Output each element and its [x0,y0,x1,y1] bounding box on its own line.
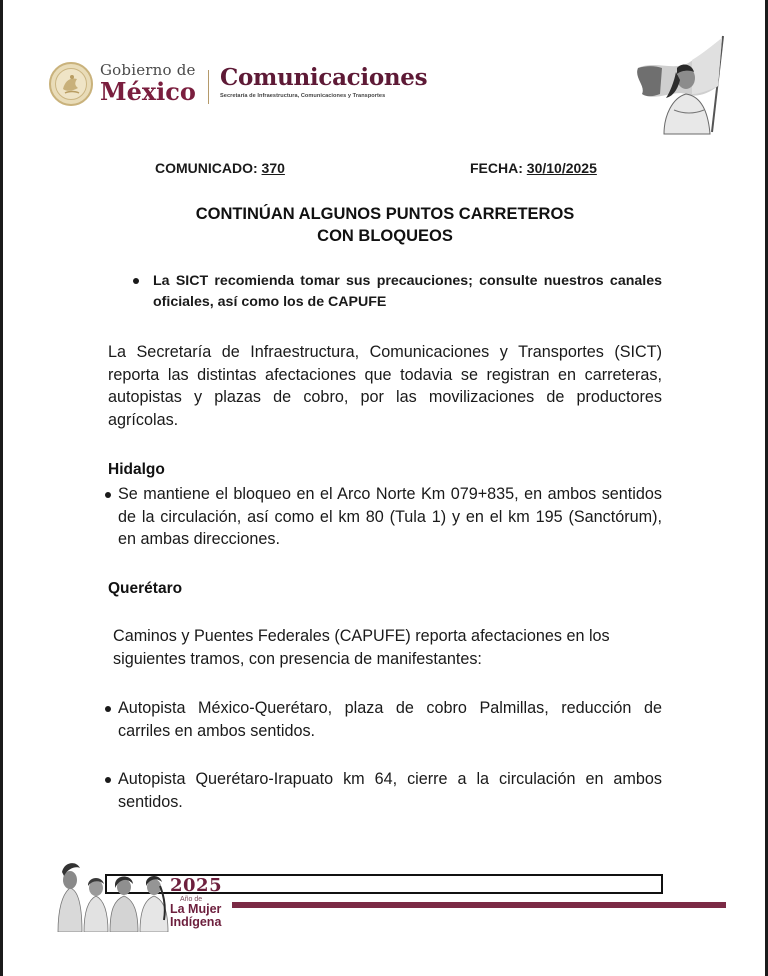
comunicado-label: COMUNICADO: [155,160,258,176]
lead-summary [132,271,662,313]
comunicado-number [155,160,285,176]
list-item [105,697,662,742]
footer-mujer-indigena [170,903,221,929]
footer-accent-bar [232,902,726,908]
footer-mujer-line2: Indígena [170,915,222,929]
intro-paragraph: La Secretaría de Infraestructura, Comunicaciones y Transportes (SICT) reporta las distintas afectaciones que todavia se registran en carreteras, autopistas y plazas de cobro, por las movilizaciones de productores agrícolas. [108,343,662,429]
press-release-title [100,203,670,247]
list-item [105,483,662,551]
woman-with-flag-image [630,32,730,136]
bullet-icon [105,777,111,783]
capufe-paragraph: Caminos y Puentes Federales (CAPUFE) reporta afectaciones en los siguientes tramos, con presencia de manifestantes: [113,627,610,668]
section-heading-queretaro: Querétaro [108,580,183,597]
list-item [105,768,662,813]
list-item-text: Se mantiene el bloqueo en el Arco Norte Km 079+835, en ambos sentidos de la circulación, así como el km 80 (Tula 1) y en el km 195 (Sanctórum), en ambas direcciones. [118,485,662,548]
section-heading-hidalgo: Hidalgo [108,461,165,478]
fecha-label: FECHA: [470,160,523,176]
comunicado-value: 370 [261,160,285,176]
gov-line1: Gobierno de [100,61,196,79]
title-line1: CONTINÚAN ALGUNOS PUNTOS CARRETEROS [195,205,575,223]
gobierno-de-mexico-logo [100,63,196,104]
list-item-text: Autopista México-Querétaro, plaza de cobro Palmillas, reducción de carriles en ambos sentidos. [118,699,662,740]
agency-logo [220,66,427,99]
bullet-icon [105,492,111,498]
footer-mujer-line1: La Mujer [170,902,222,916]
agency-subtitle: Secretaría de Infraestructura, Comunicaciones y Transportes [220,93,386,99]
fecha [470,160,597,176]
fecha-value: 30/10/2025 [526,160,597,176]
list-item-text: Autopista Querétaro-Irapuato km 64, cierre a la circulación en ambos sentidos. [118,770,662,811]
indigenous-women-image [52,860,172,932]
footer-anio-de: Año de [180,896,203,903]
coat-of-arms-seal-icon [48,61,94,107]
page-edge-left [0,0,3,976]
gov-line2: México [100,77,196,106]
footer-year: 2025 [170,875,223,896]
agency-name: Comunicaciones [220,64,428,91]
bullet-icon [105,706,111,712]
header-divider [208,70,209,104]
title-line2: CON BLOQUEOS [317,227,453,245]
lead-text: La SICT recomienda tomar sus precauciones; consulte nuestros canales oficiales, así como los de CAPUFE [153,273,662,310]
